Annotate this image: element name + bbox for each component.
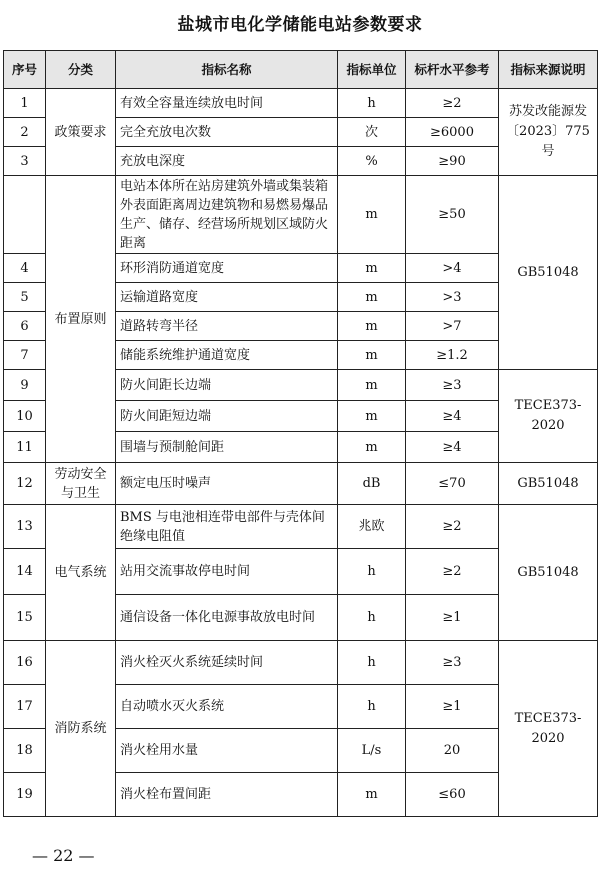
row-unit: m — [338, 176, 406, 254]
table-row — [4, 176, 598, 254]
row-indicator: 防火间距短边端 — [116, 401, 338, 432]
header-source: 指标来源说明 — [499, 51, 598, 89]
row-indicator: BMS 与电池相连带电部件与壳体间绝缘电阻值 — [116, 505, 338, 549]
row-no: 6 — [4, 312, 46, 341]
row-no — [4, 176, 46, 254]
row-benchmark: ≥50 — [406, 176, 499, 254]
row-unit: h — [338, 685, 406, 729]
row-indicator: 道路转弯半径 — [116, 312, 338, 341]
row-benchmark: ≤70 — [406, 463, 499, 505]
row-indicator: 站用交流事故停电时间 — [116, 549, 338, 595]
row-no: 4 — [4, 254, 46, 283]
row-benchmark: ≥6000 — [406, 118, 499, 147]
source-cell: GB51048 — [499, 176, 598, 370]
row-unit: h — [338, 89, 406, 118]
row-indicator: 有效全容量连续放电时间 — [116, 89, 338, 118]
row-benchmark: >3 — [406, 283, 499, 312]
row-indicator: 环形消防通道宽度 — [116, 254, 338, 283]
row-unit: m — [338, 401, 406, 432]
row-indicator: 储能系统维护通道宽度 — [116, 341, 338, 370]
page-number: — 22 — — [32, 846, 95, 865]
row-benchmark: ≥1.2 — [406, 341, 499, 370]
table-row — [4, 641, 598, 685]
row-unit: m — [338, 312, 406, 341]
row-no: 12 — [4, 463, 46, 505]
row-benchmark: ≥2 — [406, 89, 499, 118]
row-benchmark: 20 — [406, 729, 499, 773]
row-indicator: 防火间距长边端 — [116, 370, 338, 401]
row-no: 11 — [4, 432, 46, 463]
row-no: 16 — [4, 641, 46, 685]
row-benchmark: ≤60 — [406, 773, 499, 817]
row-unit: 次 — [338, 118, 406, 147]
row-no: 2 — [4, 118, 46, 147]
category-cell: 布置原则 — [46, 176, 116, 463]
parameter-table — [3, 50, 598, 817]
row-unit: L/s — [338, 729, 406, 773]
table-header-row — [4, 51, 598, 89]
table-row — [4, 505, 598, 549]
row-no: 7 — [4, 341, 46, 370]
source-cell: GB51048 — [499, 463, 598, 505]
source-cell: TECE373-2020 — [499, 370, 598, 463]
header-unit: 指标单位 — [338, 51, 406, 89]
row-unit: m — [338, 341, 406, 370]
row-benchmark: ≥4 — [406, 401, 499, 432]
row-benchmark: ≥1 — [406, 595, 499, 641]
row-benchmark: ≥90 — [406, 147, 499, 176]
row-indicator: 完全充放电次数 — [116, 118, 338, 147]
row-benchmark: >4 — [406, 254, 499, 283]
row-unit: dB — [338, 463, 406, 505]
row-unit: m — [338, 283, 406, 312]
row-no: 18 — [4, 729, 46, 773]
row-unit: 兆欧 — [338, 505, 406, 549]
header-indicator-name: 指标名称 — [116, 51, 338, 89]
row-no: 10 — [4, 401, 46, 432]
row-unit: m — [338, 254, 406, 283]
row-indicator: 围墙与预制舱间距 — [116, 432, 338, 463]
row-no: 3 — [4, 147, 46, 176]
table-row — [4, 463, 598, 505]
category-cell: 政策要求 — [46, 89, 116, 176]
row-benchmark: ≥3 — [406, 641, 499, 685]
row-no: 1 — [4, 89, 46, 118]
row-unit: h — [338, 549, 406, 595]
header-benchmark: 标杆水平参考 — [406, 51, 499, 89]
row-indicator: 运输道路宽度 — [116, 283, 338, 312]
source-cell: GB51048 — [499, 505, 598, 641]
row-no: 9 — [4, 370, 46, 401]
header-no: 序号 — [4, 51, 46, 89]
row-no: 5 — [4, 283, 46, 312]
row-no: 15 — [4, 595, 46, 641]
row-indicator: 自动喷水灭火系统 — [116, 685, 338, 729]
row-unit: h — [338, 641, 406, 685]
source-cell: 苏发改能源发〔2023〕775 号 — [499, 89, 598, 176]
document-title: 盐城市电化学储能电站参数要求 — [177, 15, 423, 35]
row-indicator: 消火栓用水量 — [116, 729, 338, 773]
row-unit: m — [338, 432, 406, 463]
row-indicator: 消火栓灭火系统延续时间 — [116, 641, 338, 685]
source-cell: TECE373-2020 — [499, 641, 598, 817]
row-benchmark: ≥1 — [406, 685, 499, 729]
row-indicator: 通信设备一体化电源事故放电时间 — [116, 595, 338, 641]
category-cell: 劳动安全与卫生 — [46, 463, 116, 505]
row-benchmark: ≥3 — [406, 370, 499, 401]
row-benchmark: >7 — [406, 312, 499, 341]
header-category: 分类 — [46, 51, 116, 89]
row-indicator: 额定电压时噪声 — [116, 463, 338, 505]
row-no: 19 — [4, 773, 46, 817]
row-benchmark: ≥2 — [406, 549, 499, 595]
row-indicator: 消火栓布置间距 — [116, 773, 338, 817]
row-benchmark: ≥4 — [406, 432, 499, 463]
table-row — [4, 89, 598, 118]
row-no: 14 — [4, 549, 46, 595]
row-indicator: 充放电深度 — [116, 147, 338, 176]
row-benchmark: ≥2 — [406, 505, 499, 549]
row-no: 17 — [4, 685, 46, 729]
row-indicator: 电站本体所在站房建筑外墙或集装箱外表面距离周边建筑物和易燃易爆品生产、储存、经营场所规划区域防火距离 — [116, 176, 338, 254]
row-unit: % — [338, 147, 406, 176]
category-cell: 消防系统 — [46, 641, 116, 817]
row-unit: m — [338, 773, 406, 817]
category-cell: 电气系统 — [46, 505, 116, 641]
row-unit: m — [338, 370, 406, 401]
row-no: 13 — [4, 505, 46, 549]
row-unit: h — [338, 595, 406, 641]
